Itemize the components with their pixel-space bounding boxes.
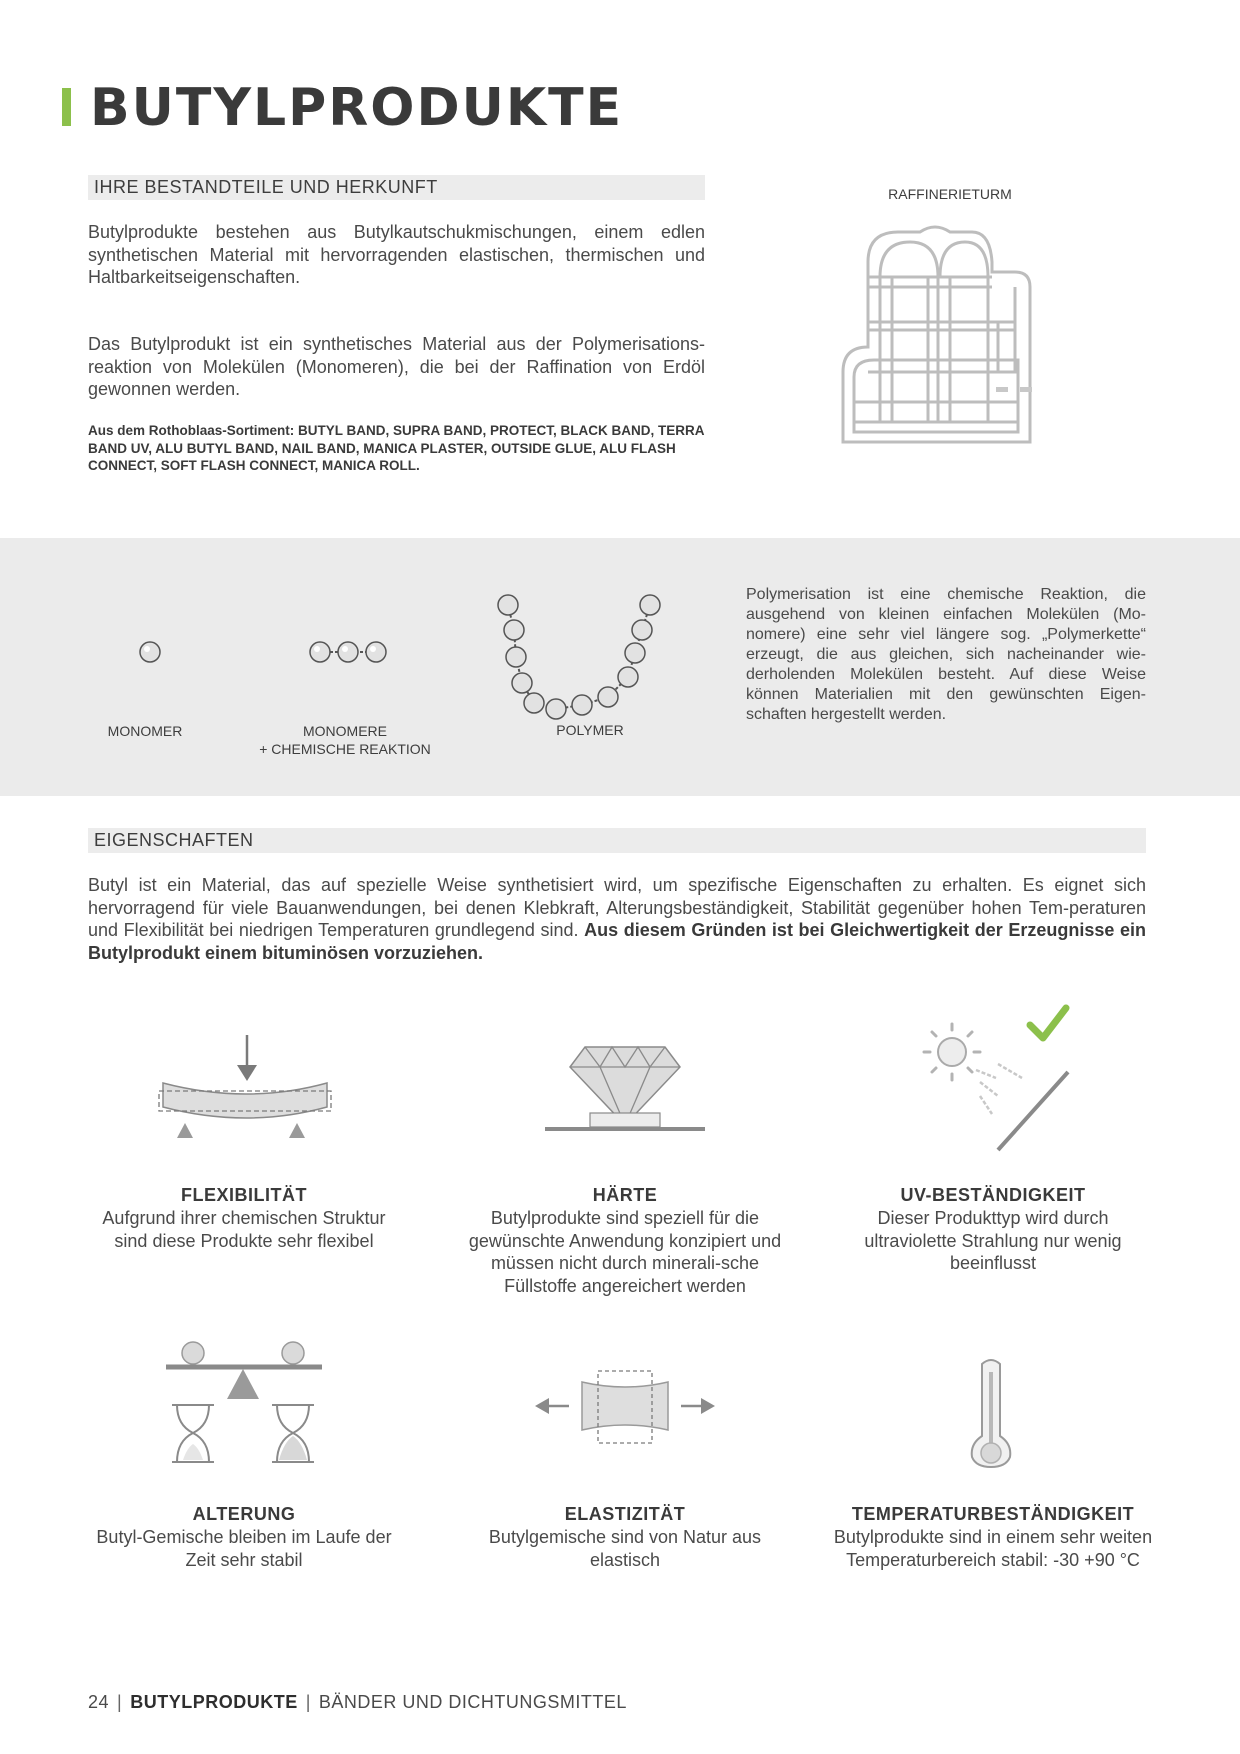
check-icon xyxy=(1030,1008,1066,1038)
property-title: HÄRTE xyxy=(592,1185,658,1205)
monomers-label-2: + CHEMISCHE REAKTION xyxy=(259,741,431,757)
property-flexibility xyxy=(84,1184,404,1252)
property-title: TEMPERATURBESTÄNDIGKEIT xyxy=(851,1504,1135,1524)
monomers-label-1: MONOMERE xyxy=(303,723,387,739)
property-desc: Aufgrund ihrer chemischen Struktur sind diese Produkte sehr flexibel xyxy=(102,1208,386,1251)
properties-intro-text: Butyl ist ein Material, das auf spezielle Weise synthetisiert wird, um spezifische Eigenschaften zu erhalten. Es eignet sich hervorragend für viele Bauanwendungen, bei denen Klebkraft, Alterungsbeständigkeit, Stabilität gegenüber hohen Tem-peraturen und Flexibilität bei niedrigen Temperaturen grundlegend sind. xyxy=(88,875,1146,940)
property-title: UV-BESTÄNDIGKEIT xyxy=(900,1185,1086,1205)
diamond-icon xyxy=(545,1045,705,1133)
footer-section: BUTYLPRODUKTE xyxy=(130,1692,298,1712)
thermometer-icon xyxy=(968,1358,1014,1468)
stretch-icon xyxy=(535,1368,715,1448)
refinery-caption: RAFFINERIETURM xyxy=(888,186,1012,202)
polymerisation-text: Polymerisation ist eine chemische Reaktion, die ausgehend von kleinen einfachen Molekülen (Mo-nomere) eine sehr viel längere sog. „Polymerkette“ erzeugt, die aus gleichen, sich nacheinander wie-derholenden Molekülen besteht. Auf diese Weise können Materialien mit den gewünschten Eigen-schaften hergestellt werden. xyxy=(746,586,1146,723)
property-desc: Butylprodukte sind speziell für die gewünschte Anwendung konzipiert und müssen nicht durch minerali-sche Füllstoffe angereichert werden xyxy=(468,1208,782,1296)
monomer-icon xyxy=(138,640,162,664)
property-uv-resistance xyxy=(833,1184,1153,1275)
page-title: BUTYLPRODUKTE xyxy=(90,78,624,138)
property-temperature-resistance xyxy=(833,1503,1153,1571)
refinery-tower-icon xyxy=(840,222,1070,447)
property-title: FLEXIBILITÄT xyxy=(181,1185,307,1205)
property-elasticity xyxy=(465,1503,785,1571)
polymer-label: POLYMER xyxy=(556,722,624,738)
balance-hourglass-icon xyxy=(160,1340,330,1465)
product-range-note: Aus dem Rothoblaas-Sortiment: BUTYL BAND, SUPRA BAND, PROTECT, BLACK BAND, TERRA BAND UV, ALU BUTYL BAND, NAIL BAND, MANICA PLASTER, OUTSIDE GLUE, ALU FLASH CONNECT, SOFT FLASH CONNECT, MANICA ROLL. xyxy=(88,423,705,473)
page-footer: 24 | BUTYLPRODUKTE | BÄNDER UND DICHTUNGSMITTEL xyxy=(88,1692,627,1712)
section-heading-properties: EIGENSCHAFTEN xyxy=(88,828,1146,853)
page-number: 24 xyxy=(88,1692,110,1712)
polymer-chain-icon xyxy=(490,585,690,720)
sun-uv-icon xyxy=(918,1000,1078,1155)
properties-intro-bold: Aus diesem Gründen ist bei Gleichwertigkeit der Erzeugnisse ein Butylprodukt einem bituminösen vorzuziehen. xyxy=(88,920,1146,963)
section-heading-origin: IHRE BESTANDTEILE UND HERKUNFT xyxy=(88,175,705,200)
bending-beam-icon xyxy=(155,1035,335,1135)
property-ageing xyxy=(84,1503,404,1571)
properties-intro xyxy=(88,874,1146,964)
property-desc: Butylgemische sind von Natur aus elastisch xyxy=(488,1527,762,1570)
origin-paragraph-2: Das Butylprodukt ist ein synthetisches Material aus der Polymerisations-reaktion von Molekülen (Monomeren), die bei der Raffination von Erdöl gewonnen werden. xyxy=(88,334,705,399)
footer-chapter: BÄNDER UND DICHTUNGSMITTEL xyxy=(318,1692,627,1712)
property-title: ALTERUNG xyxy=(192,1504,296,1524)
title-accent-bar xyxy=(62,88,71,126)
monomers-chain-icon xyxy=(308,640,388,664)
origin-paragraph-1: Butylprodukte bestehen aus Butylkautschukmischungen, einem edlen synthetischen Material mit hervorragenden elastischen, thermischen und Haltbarkeitseigenschaften. xyxy=(88,222,705,287)
property-title: ELASTIZITÄT xyxy=(564,1504,686,1524)
property-desc: Butylprodukte sind in einem sehr weiten Temperaturbereich stabil: -30 +90 °C xyxy=(833,1527,1153,1570)
property-desc: Butyl-Gemische bleiben im Laufe der Zeit sehr stabil xyxy=(96,1527,392,1570)
property-hardness xyxy=(465,1184,785,1297)
property-desc: Dieser Produkttyp wird durch ultraviolette Strahlung nur wenig beeinflusst xyxy=(864,1208,1122,1273)
monomer-label: MONOMER xyxy=(107,723,183,739)
